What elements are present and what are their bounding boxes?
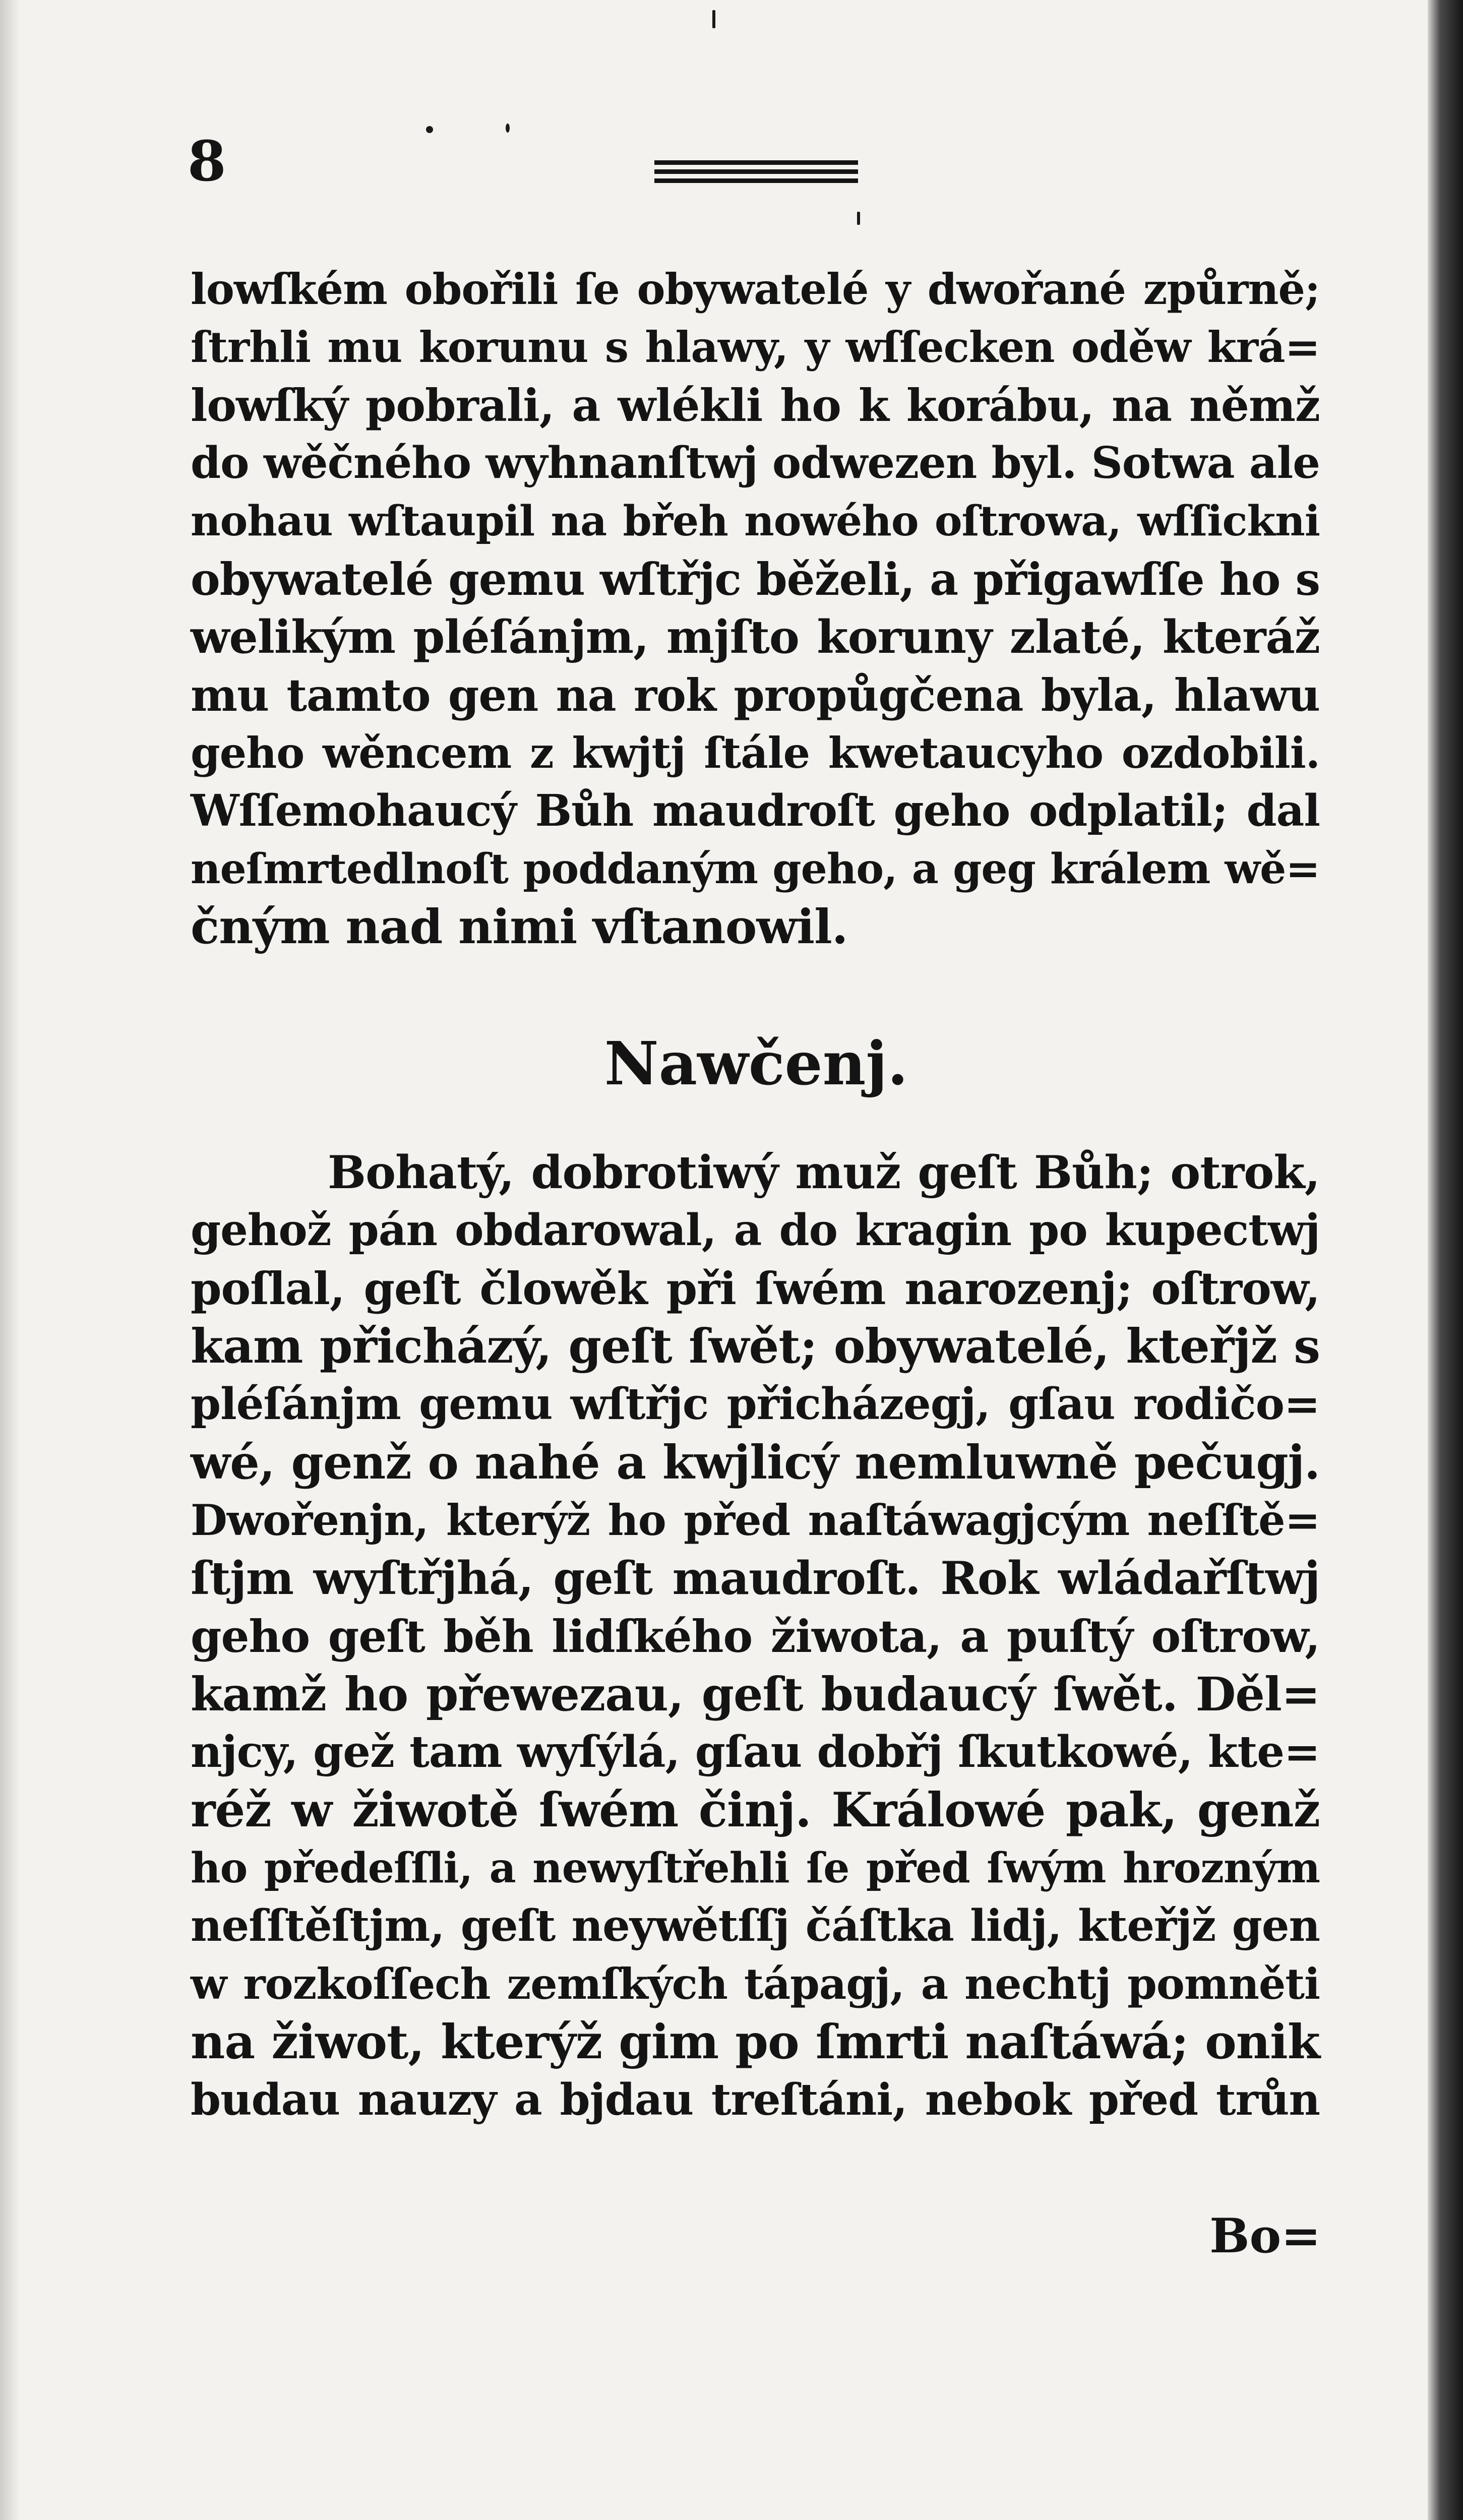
section-heading: Nawčenj. [604,1028,908,1098]
text-line: neſſtěſtjm, geſt neywětſſj čáſtka lidj, kteřjž gen [191,1900,1320,1951]
text-line: čným nad nimi vſtanowil. [191,899,848,955]
text-line: kam přicházý, geſt ſwět; obywatelé, kteřjž s [191,1319,1320,1374]
text-line: gehož pán obdarowal, a do kragin po kupectwj [191,1205,1320,1256]
text-line: geho geſt běh lidſkého žiwota, a puſtý oſtrow, [191,1610,1320,1663]
text-line: kamž ho přewezau, geſt budaucý ſwět. Děl= [191,1667,1320,1722]
page-number: 8 [188,129,226,194]
text-line: obywatelé gemu wſtřjc běželi, a přigawſſe ho s [191,553,1320,605]
text-line: welikým pléſánjm, mjſto koruny zlaté, kteráž [191,610,1320,664]
text-line: lowſkém obořili ſe obywatelé y dwořané způrně; [191,264,1320,314]
text-line: lowſký pobrali, a wlékli ho k korábu, na němž [191,379,1320,432]
ink-speck [506,124,510,133]
text-line: Wſſemohaucý Bůh maudroſt geho odplatil; dal [191,785,1320,836]
scan-edge [1428,0,1463,2520]
text-line: poſlal, geſt člowěk při ſwém narozenj; oſtrow, [191,1262,1320,1315]
text-line: na žiwot, kterýž gim po ſmrti naſtáwá; onik [191,2014,1320,2070]
text-line: mu tamto gen na rok propůgčena byla, hlawu [191,669,1320,721]
text-line: neſmrtedlnoſt poddaným geho, a geg králem wě= [191,845,1320,893]
text-line: wé, genž o nahé a kwjlicý nemluwně pečugj. [191,1435,1320,1490]
text-line: geho wěncem z kwjtj ſtále kwetaucyho ozdobili. [191,728,1320,778]
text-line: budau nauzy a bjdau treſtáni, nebok před trůn [191,2074,1320,2125]
text-line: pléſánjm gemu wſtřjc přicházegj, gſau rodičo= [191,1379,1320,1430]
text-line: njcy, gež tam wyſýlá, gſau dobřj ſkutkowé, kte= [191,1727,1320,1777]
text-line: do wěčného wyhnanſtwj odwezen byl. Sotwa ale [191,438,1320,488]
text-line: ſtrhli mu korunu s hlawy, y wſſecken oděw krá= [191,322,1320,372]
text-line: Bohatý, dobrotiwý muž geſt Bůh; otrok, [328,1146,1320,1199]
text-line: w rozkoſſech zemſkých tápagj, a nechtj pomněti [191,1959,1320,2009]
catchword: Bo= [1209,2208,1321,2264]
text-line: nohau wſtaupil na břeh nowého oſtrowa, wſſickni [191,497,1320,545]
ink-speck [712,10,715,28]
text-line: Dwořenjn, kterýž ho před naſtáwagjcým neſſtě= [191,1495,1320,1545]
text-line: ho předeſſli, a newyſtřehli ſe před ſwým hrozným [191,1844,1320,1892]
text-line: réž w žiwotě ſwém činj. Králowé pak, genž [191,1783,1320,1838]
text-line: ſtjm wyſtřjhá, geſt maudroſt. Rok wládařſtwj [191,1552,1320,1605]
ink-speck [426,126,433,133]
page-gutter-shadow [0,0,20,2520]
header-rule [654,160,858,183]
ink-speck [857,212,860,225]
